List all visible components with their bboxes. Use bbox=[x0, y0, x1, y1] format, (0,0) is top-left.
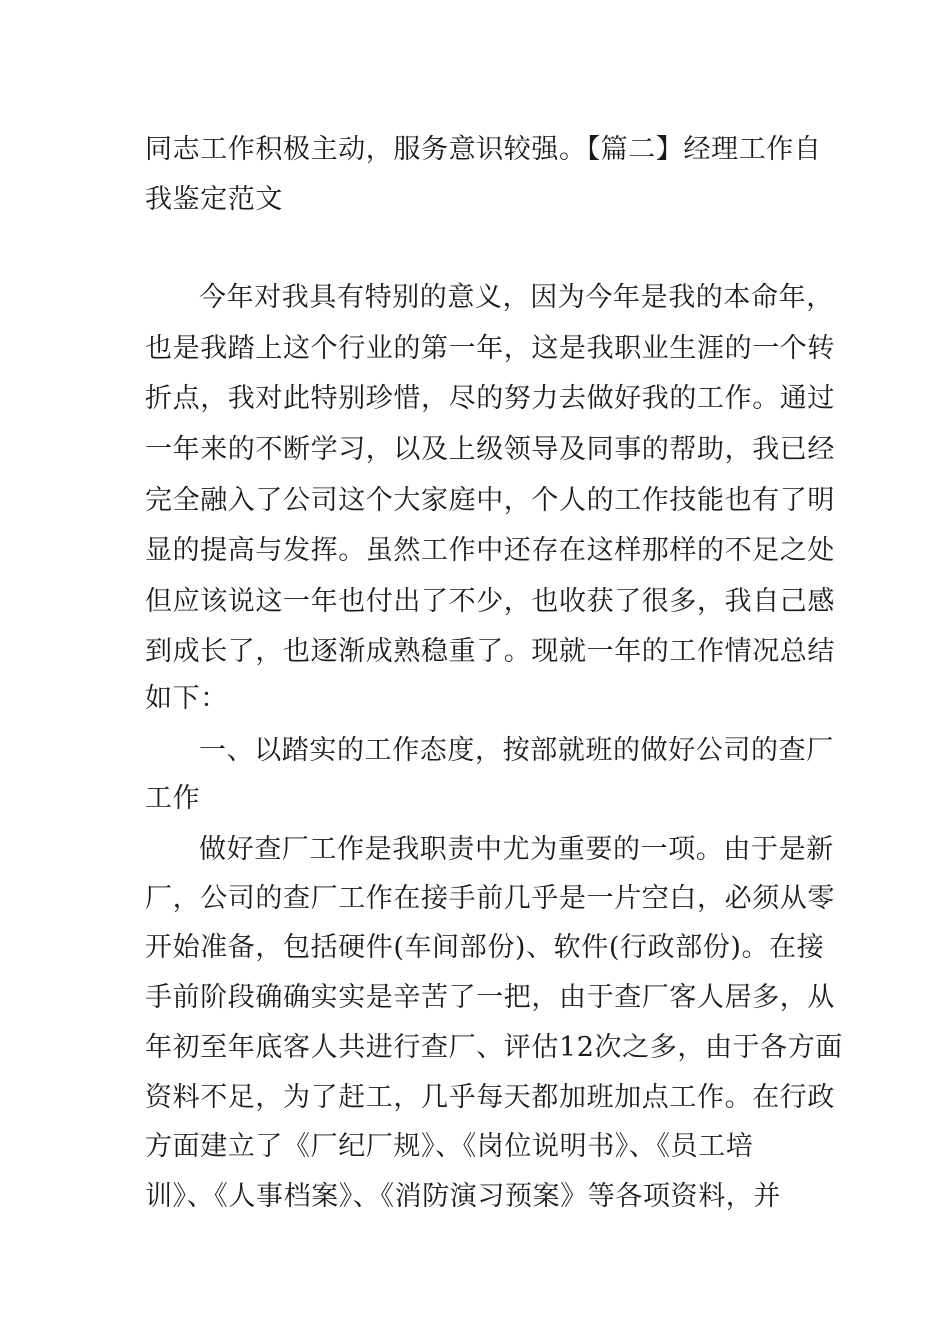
text-line: 训》、《人事档案》、《消防演习预案》等各项资料，并 bbox=[145, 1181, 781, 1212]
text-line: 到成长了，也逐渐成熟稳重了。现就一年的工作情况总结 bbox=[145, 636, 835, 667]
text-line: 同志工作积极主动，服务意识较强。【篇二】经理工作自 bbox=[145, 134, 822, 165]
text-line: 手前阶段确确实实是辛苦了一把，由于查厂客人居多，从 bbox=[145, 982, 835, 1013]
text-line: 开始准备，包括硬件(车间部份)、软件(行政部份)。在接 bbox=[145, 932, 825, 963]
text-line: 年初至年底客人共进行查厂、评估12次之多，由于各方面 bbox=[145, 1032, 843, 1063]
text-line: 方面建立了《厂纪厂规》、《岗位说明书》、《员工培 bbox=[145, 1131, 754, 1162]
section-heading-line: 工作 bbox=[145, 783, 201, 814]
text-line: 显的提高与发挥。虽然工作中还存在这样那样的不足之处 bbox=[145, 535, 835, 566]
text-line: 折点，我对此特别珍惜，尽的努力去做好我的工作。通过 bbox=[145, 383, 835, 414]
text-line: 一年来的不断学习，以及上级领导及同事的帮助，我已经 bbox=[145, 434, 835, 465]
text-line: 但应该说这一年也付出了不少，也收获了很多，我自己感 bbox=[145, 586, 835, 617]
text-line: 资料不足，为了赶工，几乎每天都加班加点工作。在行政 bbox=[145, 1082, 835, 1113]
section-heading-line: 一、以踏实的工作态度，按部就班的做好公司的查厂 bbox=[199, 735, 834, 766]
text-line: 如下： bbox=[145, 683, 228, 714]
text-line: 我鉴定范文 bbox=[145, 184, 283, 215]
text-line: 也是我踏上这个行业的第一年，这是我职业生涯的一个转 bbox=[145, 333, 835, 364]
paragraph-first-line: 今年对我具有特别的意义，因为今年是我的本命年， bbox=[199, 282, 834, 313]
text-line: 厂，公司的查厂工作在接手前几乎是一片空白，必须从零 bbox=[145, 883, 835, 914]
paragraph-first-line: 做好查厂工作是我职责中尤为重要的一项。由于是新 bbox=[199, 834, 834, 865]
text-line: 完全融入了公司这个大家庭中，个人的工作技能也有了明 bbox=[145, 485, 835, 516]
